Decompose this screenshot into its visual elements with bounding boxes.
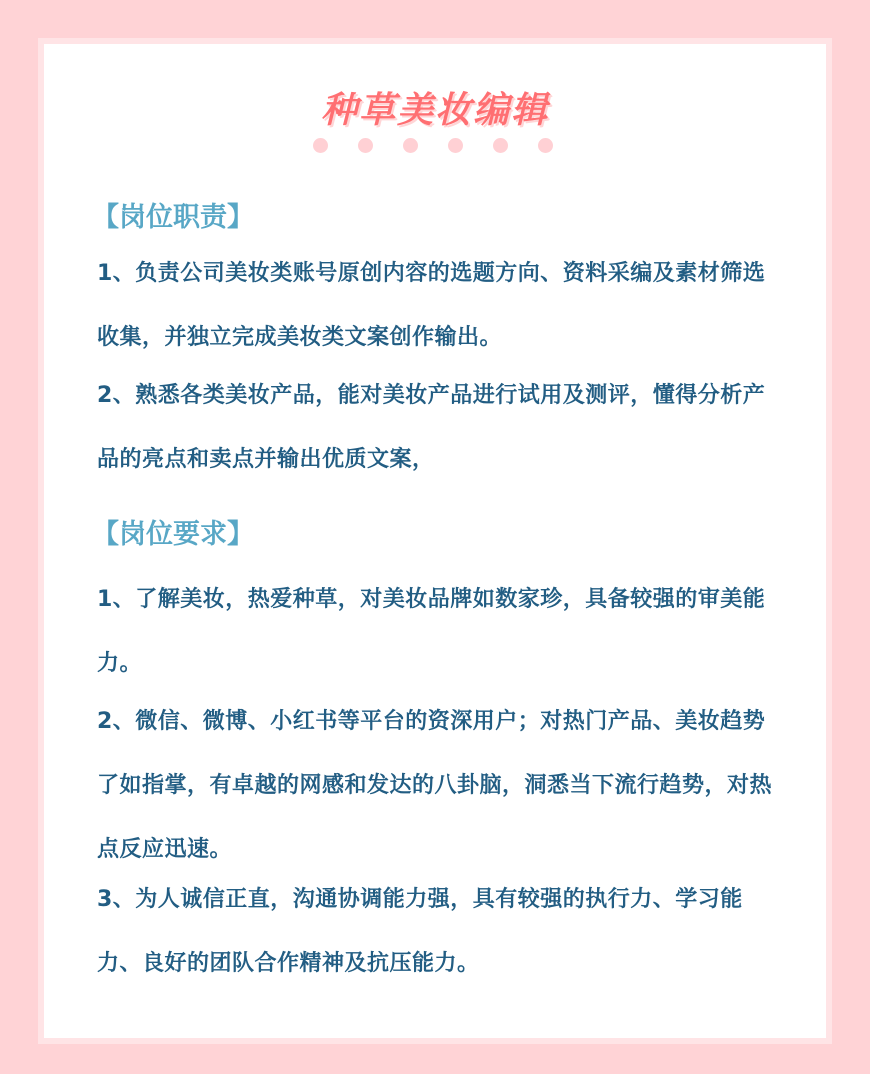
dot-3 <box>403 138 418 153</box>
dot-1 <box>313 138 328 153</box>
decorative-dots <box>313 138 553 154</box>
duty-item-1: 1、负责公司美妆类账号原创内容的选题方向、资料采编及素材筛选收集，并独立完成美妆类文案创作输出。 <box>97 261 766 350</box>
dot-6 <box>538 138 553 153</box>
duty-item-2: 2、熟悉各类美妆产品，能对美妆产品进行试用及测评，懂得分析产品的亮点和卖点并输出优质文案， <box>97 383 766 472</box>
requirements-heading: 【岗位要求】 <box>92 519 254 550</box>
dot-5 <box>493 138 508 153</box>
dot-2 <box>358 138 373 153</box>
page-title: 种草美妆编辑 <box>320 90 549 131</box>
requirement-item-1: 1、了解美妆，热爱种草，对美妆品牌如数家珍，具备较强的审美能力。 <box>97 587 766 676</box>
requirement-item-3: 3、为人诚信正直，沟通协调能力强，具有较强的执行力、学习能力、良好的团队合作精神及抗压能力。 <box>97 887 743 976</box>
requirement-item-2: 2、微信、微博、小红书等平台的资深用户；对热门产品、美妆趋势了如指掌，有卓越的网感和发达的八卦脑，洞悉当下流行趋势，对热点反应迅速。 <box>97 709 773 862</box>
duties-heading: 【岗位职责】 <box>92 202 254 233</box>
dot-4 <box>448 138 463 153</box>
